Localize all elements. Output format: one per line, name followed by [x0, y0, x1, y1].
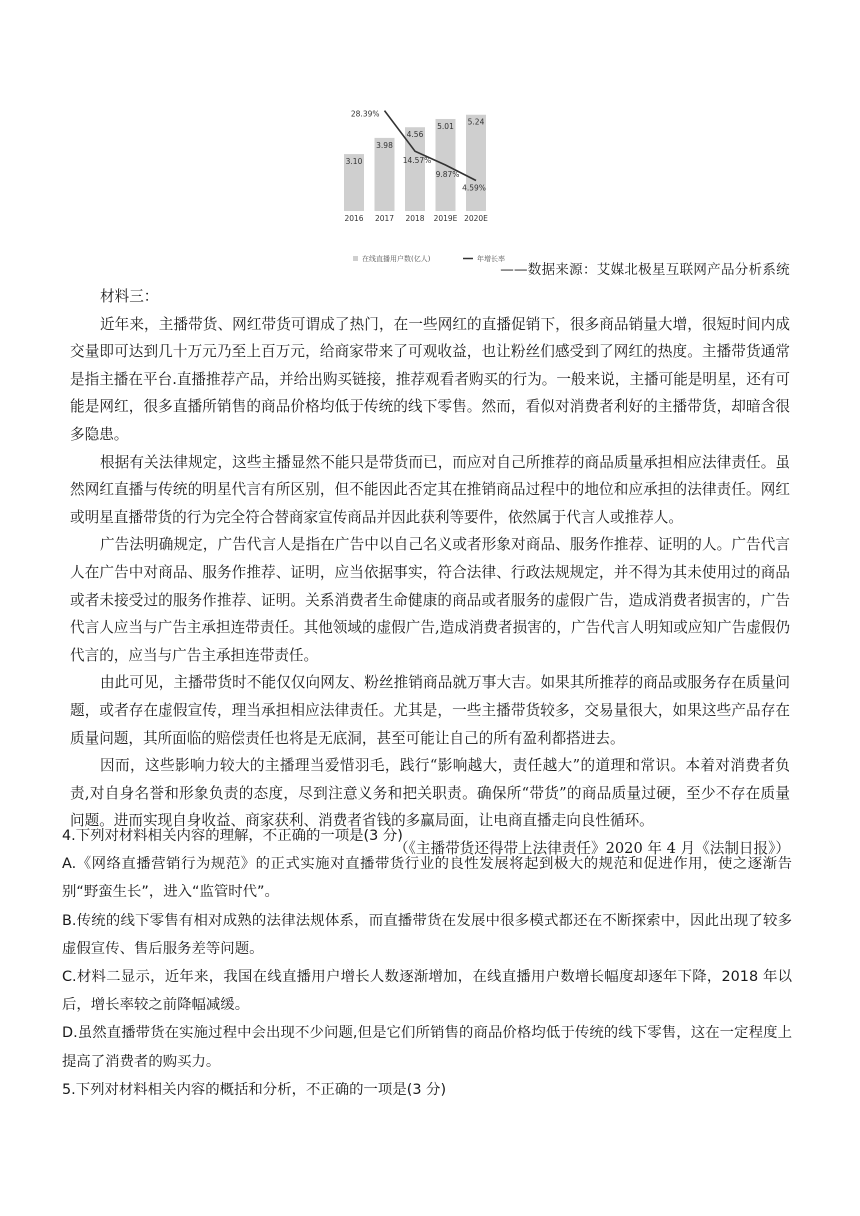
question-4-stem: 4.下列对材料相关内容的理解，不正确的一项是(3 分) — [62, 828, 403, 844]
line-label-2020E: 4.59% — [462, 183, 486, 193]
material-paragraph-3: 广告法明确规定，广告代言人是指在广告中以自己名义或者形象对商品、服务作推荐、证明的人。广告代言人在广告中对商品、服务作推荐、证明，应当依据事实，符合法律、行政法规规定，并不得为其未使用过的商品或者未接受过的服务作推荐、证明。关系消费者生命健康的商品或者服务的虚假广告，造成消费者损害的，广告代言人应当与广告主承担连带责任。其他领域的虚假广告,造成消费者损害的，广告代言人明知或应知广告虚假仍代言的，应当与广告主承担连带责任。 — [70, 536, 790, 664]
x-tick-2018: 2018 — [405, 214, 425, 223]
questions-section — [62, 822, 792, 1104]
bar-label-2017: 3.98 — [376, 140, 393, 150]
x-tick-2016: 2016 — [344, 214, 364, 223]
legend-line-label: 年增长率 — [477, 255, 505, 263]
bar-2018 — [405, 127, 425, 211]
bar-2020E — [466, 115, 486, 211]
x-tick-2017: 2017 — [374, 214, 395, 223]
growth-rate-line — [385, 111, 477, 181]
line-label-2018: 14.57% — [402, 156, 432, 166]
chart-growth-line — [385, 111, 477, 181]
line-label-2019E: 9.87% — [435, 170, 460, 180]
material-paragraph-1: 近年来，主播带货、网红带货可谓成了热门，在一些网红的直播促销下，很多商品销量大增，很短时间内成交量即可达到几十万元乃至上百万元，给商家带来了可观收益，也让粉丝们感受到了网红的热度。主播带货通常是指主播在平台.直播推荐产品，并给出购买链接，推荐观看者购买的行为。一般来说，主播可能是明星，还有可能是网红，很多直播所销售的商品价格均低于传统的线下零售。然而，看似对消费者利好的主播带货，却暗含很多隐患。 — [70, 315, 790, 443]
user-growth-chart — [330, 96, 540, 276]
material-paragraph-4: 由此可见，主播带货时不能仅仅向网友、粉丝推销商品就万事大吉。如果其所推荐的商品或服务存在质量问题，或者存在虚假宣传，理当承担相应法律责任。尤其是，一些主播带货较多，交易量很大，如果这些产品存在质量问题，其所面临的赔偿责任也将是无底洞，甚至可能让自己的所有盈利都搭进去。 — [70, 674, 790, 747]
question-4-option-c: C.材料二显示，近年来，我国在线直播用户增长人数逐渐增加，在线直播用户数增长幅度却逐年下降，2018 年以后，增长率较之前降幅减缓。 — [62, 969, 792, 1014]
material-paragraph-5: 因而，这些影响力较大的主播理当爱惜羽毛，践行“影响越大，责任越大”的道理和常识。本着对消费者负责,对自身名誉和形象负责的态度，尽到注意义务和把关职责。确保所“带货”的商品质量过硬，至少不存在质量问题。进而实现自身收益、商家获利、消费者省钱的多赢局面，让电商直播走向良性循环。 — [70, 757, 790, 830]
material-paragraph-2: 根据有关法律规定，这些主播显然不能只是带货而已，而应对自己所推荐的商品质量承担相应法律责任。虽然网红直播与传统的明星代言有所区别，但不能因此否定其在推销商品过程中的地位和应承担的法律责任。网红或明星直播带货的行为完全符合替商家宣传商品并因此获利等要件，依然属于代言人或推荐人。 — [70, 453, 790, 526]
material-three — [70, 283, 790, 862]
material-citation: （《主播带货还得带上法律责任》2020 年 4 月《法制日报》） — [394, 839, 790, 857]
question-5-stem: 5.下列对材料相关内容的概括和分析，不正确的一项是(3 分) — [62, 1081, 447, 1098]
material-title: 材料三： — [100, 288, 159, 305]
bar-label-2020E: 5.24 — [467, 117, 485, 127]
bar-label-2019E: 5.01 — [437, 121, 454, 131]
chart-x-tick-labels — [344, 214, 488, 223]
line-label-2017: 28.39% — [350, 109, 380, 119]
bar-label-2018: 4.56 — [406, 130, 424, 140]
x-tick-2019E: 2019E — [433, 214, 458, 223]
question-4-option-d: D.虽然直播带货在实施过程中会出现不少问题,但是它们所销售的商品价格均低于传统的线下零售，这在一定程度上提高了消费者的购买力。 — [62, 1025, 792, 1070]
x-tick-2020E: 2020E — [464, 214, 488, 223]
question-4-option-a: A.《网络直播营销行为规范》的正式实施对直播带货行业的良性发展将起到极大的规范和促进作用，使之逐渐告别“野蛮生长”，进入“监管时代”。 — [62, 856, 792, 901]
bar-label-2016: 3.10 — [345, 157, 363, 167]
data-source-note: ——数据来源：艾媒北极星互联网产品分析系统 — [500, 262, 790, 278]
legend-bar-swatch — [353, 256, 358, 261]
chart-legend — [353, 254, 505, 263]
question-4-option-b: B.传统的线下零售有相对成熟的法律法规体系，而直播带货在发展中很多模式都还在不断探索中，因此出现了较多虚假宣传、售后服务差等问题。 — [62, 912, 792, 957]
legend-bar-label: 在线直播用户数(亿人) — [362, 255, 431, 263]
